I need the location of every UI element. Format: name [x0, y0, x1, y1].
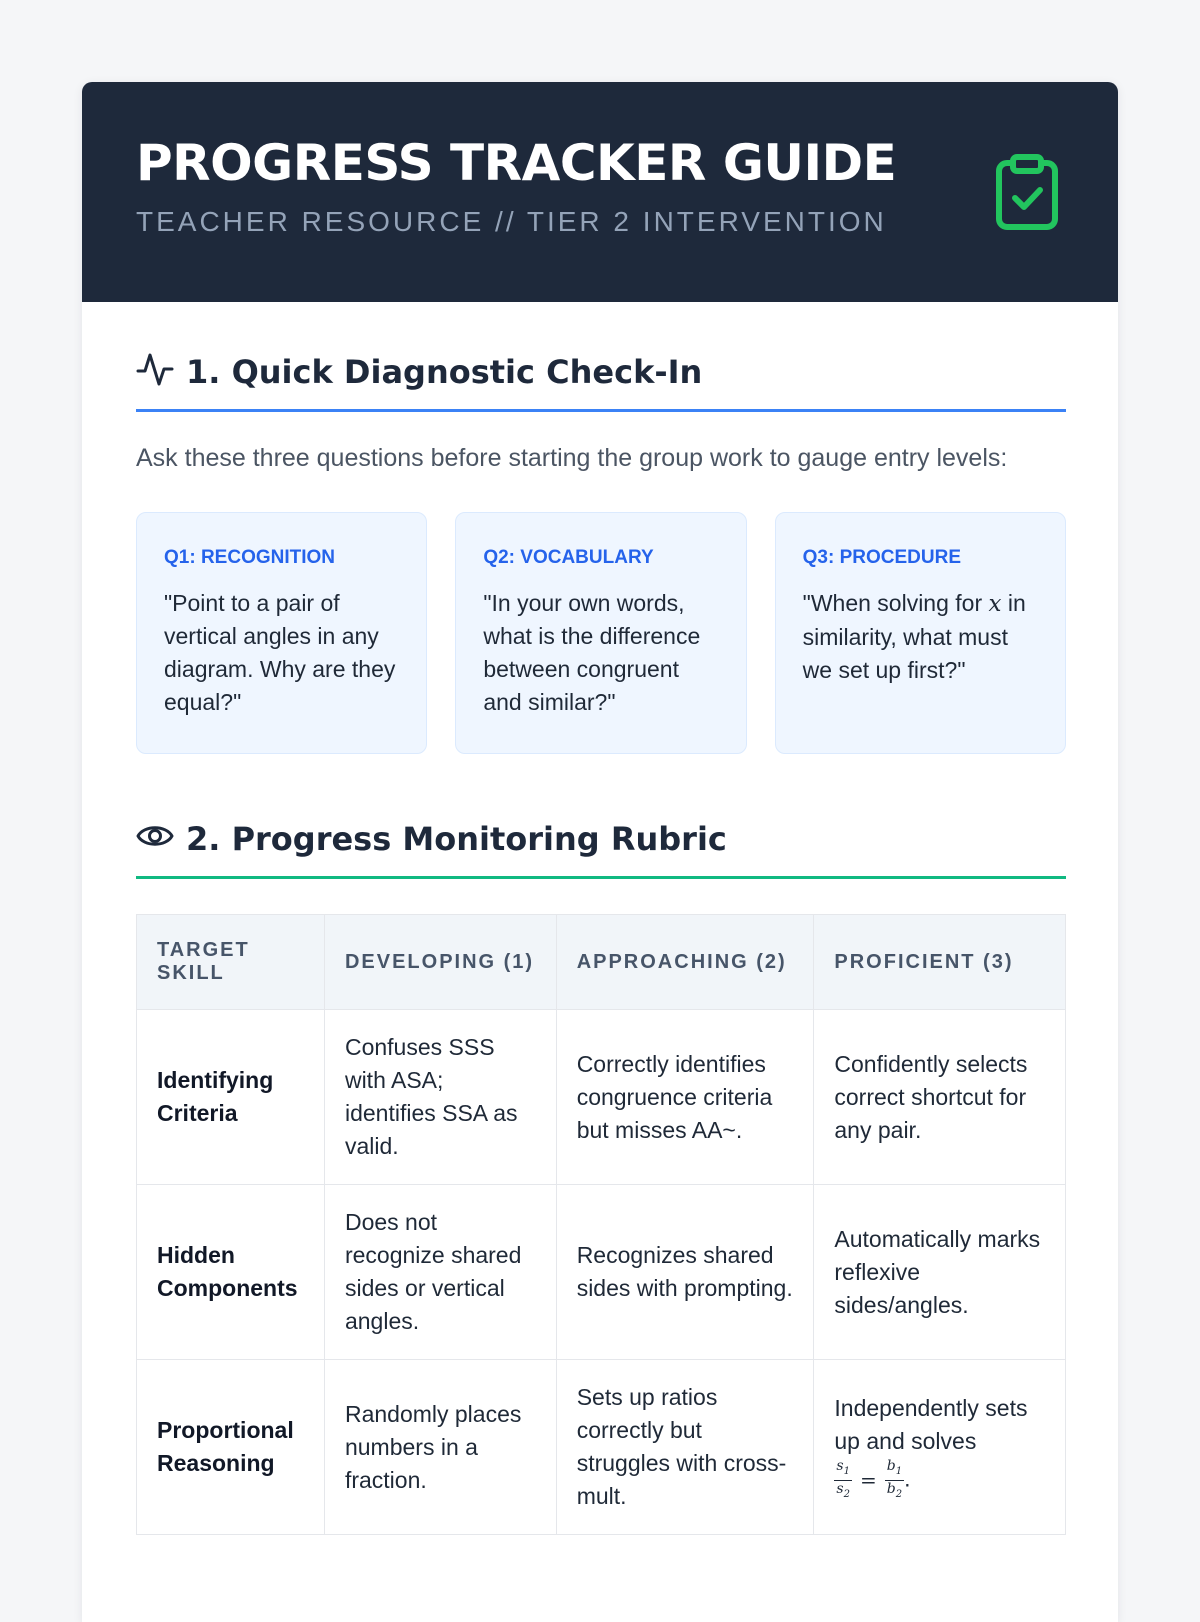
- table-header-row: [137, 915, 1066, 1010]
- section-rubric-title: 2. Progress Monitoring Rubric: [186, 819, 727, 858]
- guide-card: [82, 82, 1118, 1622]
- proficient-cell: Automatically marks reflexive sides/angles.: [814, 1185, 1066, 1360]
- question-card: [775, 512, 1066, 754]
- page-subtitle: TEACHER RESOURCE // TIER 2 INTERVENTION: [136, 206, 887, 237]
- ratio-formula-left: $\frac{s_1}{s_2}$: [836, 1457, 850, 1500]
- question-text: "When solving for x in similarity, what must we set up first?": [802, 590, 1026, 683]
- activity-icon: [136, 350, 174, 393]
- approaching-cell: Correctly identifies congruence criteria but misses AA~.: [556, 1010, 814, 1185]
- question-label: Q3: PROCEDURE: [802, 547, 962, 568]
- skill-cell: Identifying Criteria: [137, 1010, 325, 1185]
- proficient-cell: Confidently selects correct shortcut for any pair.: [814, 1010, 1066, 1185]
- approaching-cell: Sets up ratios correctly but struggles with cross-mult.: [556, 1360, 814, 1535]
- question-card: [136, 512, 427, 754]
- developing-cell: Does not recognize shared sides or vertical angles.: [324, 1185, 556, 1360]
- approaching-cell: Recognizes shared sides with prompting.: [556, 1185, 814, 1360]
- skill-cell: Hidden Components: [137, 1185, 325, 1360]
- column-header: DEVELOPING (1): [324, 915, 556, 1010]
- diagnostic-intro: Ask these three questions before starting the group work to gauge entry levels:: [136, 444, 1008, 472]
- question-label: Q1: RECOGNITION: [164, 547, 336, 568]
- question-text: "Point to a pair of vertical angles in any diagram. Why are they equal?": [164, 590, 396, 715]
- column-header: TARGET SKILL: [137, 915, 325, 1010]
- ratio-formula-right: $\frac{b_1}{b_2}$: [886, 1457, 903, 1500]
- question-cards: [136, 512, 1066, 754]
- proficient-cell: Independently sets up and solves $\frac{s_1}{s_2}$ = $\frac{b_1}{b_2}$ .: [814, 1360, 1066, 1535]
- question-label: Q2: VOCABULARY: [483, 547, 654, 568]
- developing-cell: Confuses SSS with ASA; identifies SSA as valid.: [324, 1010, 556, 1185]
- header-banner: [82, 82, 1118, 302]
- rubric-table: [136, 914, 1066, 1535]
- section-diagnostic-title: 1. Quick Diagnostic Check-In: [186, 352, 703, 391]
- skill-cell: Proportional Reasoning: [137, 1360, 325, 1535]
- table-row: [137, 1185, 1066, 1360]
- section-rubric-heading: [136, 817, 1066, 879]
- question-card: [455, 512, 746, 754]
- page-title: PROGRESS TRACKER GUIDE: [136, 134, 897, 192]
- table-row: [137, 1010, 1066, 1185]
- clipboard-check-icon: [996, 154, 1058, 235]
- column-header: APPROACHING (2): [556, 915, 814, 1010]
- table-row: [137, 1360, 1066, 1535]
- column-header: PROFICIENT (3): [814, 915, 1066, 1010]
- developing-cell: Randomly places numbers in a fraction.: [324, 1360, 556, 1535]
- section-diagnostic-heading: [136, 350, 1066, 412]
- eye-icon: [136, 817, 174, 860]
- variable-x: x: [988, 591, 1002, 617]
- question-text: "In your own words, what is the difference between congruent and similar?": [483, 590, 701, 715]
